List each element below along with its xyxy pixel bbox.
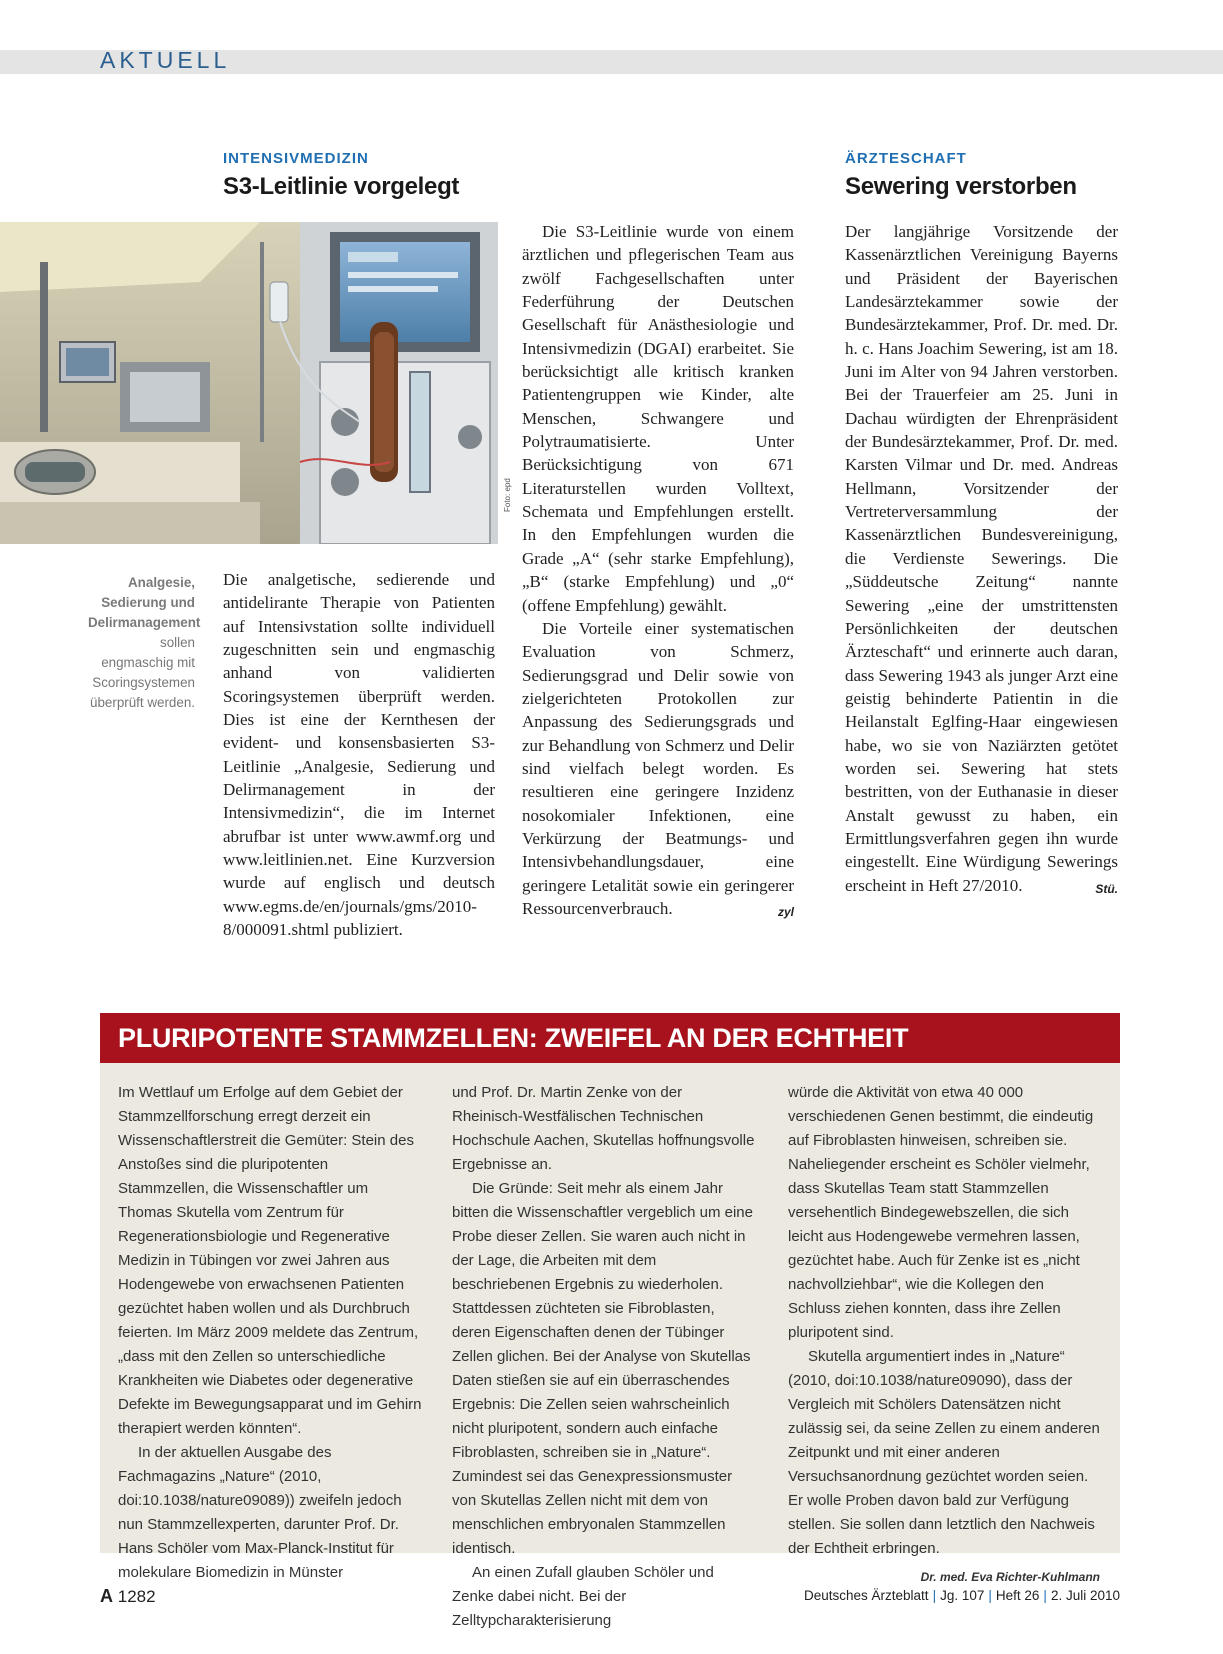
box-paragraph: Im Wettlauf um Erfolge auf dem Gebiet der Stammzellforschung erregt derzeit ein Wissenschaftlerstreit die Gemüter: Stein des Anstoßes sind die pluripotenten Stammzellen, die Wissenschaftler um Thomas Skutella vom Zentrum für Regenerationsbiologie und Regenerative Medizin in Tübingen vor zwei Jahren aus Hodengewebe von erwachsenen Patienten gezüchtet haben wollen und als Durchbruch feierten. Im März 2009 meldete das Zentrum, „dass mit den Zellen so unterschiedliche Krankheiten wie Diabetes oder degenerative Defekte im Bewegungsapparat und im Gehirn therapiert werden könnten“. [118,1084,422,1437]
article2-kicker: ÄRZTESCHAFT [845,150,967,167]
journal-info: Deutsches Ärzteblatt | Jg. 107 | Heft 26 | 2. Juli 2010 [804,1588,1120,1603]
box-column2 [452,1081,756,1633]
icu-photo [0,222,498,544]
box-paragraph: Skutella argumentiert indes in „Nature“ (2010, doi:10.1038/nature09090), dass der Vergleich mit Schölers Datensätzen nicht zulässig sei, da seine Zellen zu einem anderen Zeitpunkt und mit einer anderen Versuchsanordnung gezüchtet worden seien. Er wolle Proben davon bald zur Verfügung stellen. Sie sollen dann letztlich den Nachweis der Echtheit erbringen. Dr. med. Eva Richter-Kuhlmann [788,1345,1100,1561]
journal-date: 2. Juli 2010 [1050,1588,1120,1603]
box-title: PLURIPOTENTE STAMMZELLEN: ZWEIFEL AN DER ECHTHEIT [118,1023,909,1053]
article2-column [845,220,1118,901]
box-paragraph: Die Gründe: Seit mehr als einem Jahr bitten die Wissenschaftler vergeblich um eine Probe dieser Zellen. Sie waren auch nicht in der Lage, die Arbeiten mit dem beschriebenen Ergebnis zu wiederholen. Stattdessen züchteten sie Fibroblasten, deren Eigenschaften denen der Tübinger Zellen glichen. Bei der Analyse von Skutellas Daten stießen sie auf ein überraschendes Ergebnis: Die Zellen seien wahrscheinlich nicht pluripotent, sondern auch einfache Fibroblasten, schreiben sie in „Nature“. Zumindest sei das Genexpressionsmuster von Skutellas Zellen nicht mit dem von menschlichen embryonalen Stammzellen identisch. [452,1180,753,1557]
article2-paragraph: Der langjährige Vorsitzende der Kassenärztlichen Vereinigung Bayerns und Präsident der Bayerischen Landesärztekammer sowie der Bundesärztekammer, Prof. Dr. med. Dr. h. c. Hans Joachim Sewering, ist am 18. Juni im Alter von 94 Jahren verstorben. Bei der Trauerfeier am 25. Juni in Dachau würdigten der Ehrenpräsident der Bundesärztekammer, Prof. Dr. med. Karsten Vilmar und Dr. med. Andreas Hellmann, Vorsitzender der Vertreterversammlung der Kassenärztlichen Bundesvereinigung, die Verdienste Sewerings. Die „Süddeutsche Zeitung“ nannte Sewering „eine der umstrittensten Persönlichkeiten der deutschen Ärzteschaft“ und erinnerte auch daran, dass Sewering 1943 als junger Arzt eine geistig behinderte Patientin in die Heilanstalt Eglfing-Haar eingewiesen habe, wo sie von Naziärzten getötet worden sei. Sewering hat stets bestritten, von der Euthanasie in dieser Anstalt gewusst zu haben, ein Ermittlungsverfahren gegen ihn wurde eingestellt. Eine Würdigung Sewerings erscheint in Heft 27/2010. Stü. [845,220,1118,897]
article1-paragraph: Die Vorteile einer systematischen Evaluation von Schmerz, Sedierungsgrad und Delir sowie von zielgerichteten Protokollen zur Anpassung des Sedierungsgrads und zur Behandlung von Schmerz und Delir sind vielfach belegt worden. Es resultieren eine geringere Inzidenz nosokomialer Infektionen, eine Verkürzung der Beatmungs- und Intensivbehandlungsdauer, eine geringere Letalität sowie ein geringerer Ressourcenverbrauch. zyl [522,617,794,920]
page-number: A 1282 [100,1586,156,1606]
box-paragraph: An einen Zufall glauben Schöler und Zenke dabei nicht. Bei der Zelltypcharakterisierung [452,1564,714,1629]
article1-paragraph: Die analgetische, sedierende und antidelirante Therapie von Patienten auf Intensivstation sollte individuell zugeschnitten sein und engmaschig anhand von validierten Scoringsystemen überprüft werden. Dies ist eine der Kernthesen der evident- und konsensbasierten S3-Leitlinie „Analgesie, Sedierung und Delirmanagement in der Intensivmedizin“, die im Internet abrufbar ist unter www.awmf.org und www.leitlinien.net. Eine Kurzversion wurde auf englisch und deutsch www.egms.de/en/journals/gms/2010-8/000091.shtml publiziert. [223,570,495,940]
article1-kicker: INTENSIVMEDIZIN [223,150,369,167]
article2-signature: Stü. [1095,881,1118,896]
box-title-bar [100,1013,1120,1063]
article1-column1 [223,568,495,942]
box-paragraph: und Prof. Dr. Martin Zenke von der Rheinisch-Westfälischen Technischen Hochschule Aachen, Skutellas hoffnungsvolle Ergebnisse an. [452,1084,755,1173]
box-paragraph: würde die Aktivität von etwa 40 000 verschiedenen Genen bestimmt, die eindeutig auf Fibroblasten hinweisen, schreiben sie. Naheliegender erscheint es Schöler vielmehr, dass Skutellas Team statt Stammzellen versehentlich Bindegewebszellen, die sich leicht aus Hodengewebe vermehren lassen, gezüchtet habe. Auch für Zenke ist es „nicht nachvollziehbar“, wie die Kollegen den Schluss ziehen konnten, dass ihre Zellen pluripotent sind. [788,1084,1094,1341]
article1-title: S3-Leitlinie vorgelegt [223,173,460,200]
article2-title: Sewering verstorben [845,173,1077,200]
journal-issue: Heft 26 [995,1588,1040,1603]
article1-signature: zyl [777,904,794,919]
box-column1 [118,1081,422,1585]
caption-text: sollen engmaschig mit Scoringsystemen überprüft werden. [90,635,195,710]
box-paragraph: In der aktuellen Ausgabe des Fachmagazins „Nature“ (2010, doi:10.1038/nature09089)) zweifeln jedoch nun Stammzellexperten, darunter Prof. Dr. Hans Schöler vom Max-Planck-Institut für molekulare Biomedizin in Münster [118,1444,402,1581]
article1-column2 [522,220,794,924]
caption-bold: Analgesie, Sedierung und Delirmanagement [88,575,201,630]
box-column3 [788,1081,1100,1589]
photo-credit: Foto: epd [503,478,512,512]
article1-paragraph: Die S3-Leitlinie wurde von einem ärztlichen und pflegerischen Team aus zwölf Fachgesellschaften unter Federführung der Deutschen Gesellschaft für Anästhesiologie und Intensivmedizin (DGAI) erarbeitet. Sie berücksichtigt alle kritisch kranken Patientengruppen wie Kinder, alte Menschen, Schwangere und Polytraumatisierte. Unter Berücksichtigung von 671 Literaturstellen wurden Volltext, Schemata und Empfehlungen erstellt. In den Empfehlungen wurden die Grade „A“ (sehr starke Empfehlung), „B“ (starke Empfehlung) und „0“ (offene Empfehlung) gewählt. [522,222,794,615]
journal-volume: Jg. 107 [940,1588,985,1603]
journal-name: Deutsches Ärzteblatt [804,1588,929,1603]
box-signature: Dr. med. Eva Richter-Kuhlmann [920,1570,1100,1584]
photo-caption [88,573,201,713]
section-label: AKTUELL [100,47,231,73]
